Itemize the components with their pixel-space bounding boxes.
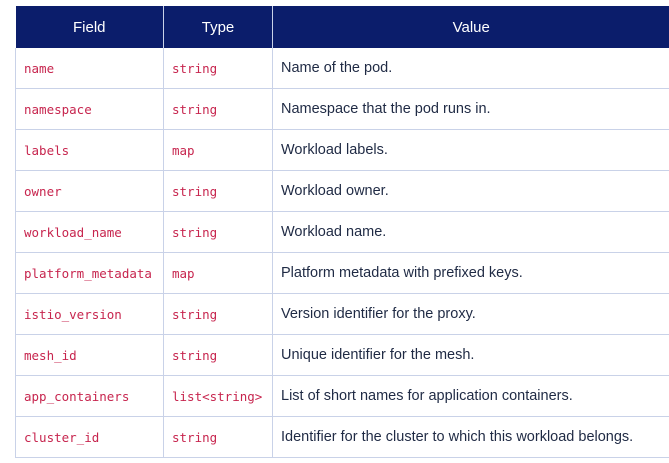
table-row <box>16 335 669 376</box>
value-cell: Workload labels. <box>273 130 669 171</box>
type-cell: string <box>164 212 273 253</box>
value-cell: Unique identifier for the mesh. <box>273 335 669 376</box>
type-cell: list<string> <box>164 376 273 417</box>
table-row <box>16 253 669 294</box>
field-cell: istio_version <box>16 294 164 335</box>
type-cell: string <box>164 335 273 376</box>
value-cell: Namespace that the pod runs in. <box>273 89 669 130</box>
table-row <box>16 171 669 212</box>
field-cell: name <box>16 48 164 89</box>
field-cell: cluster_id <box>16 417 164 458</box>
table-row <box>16 130 669 171</box>
table-row <box>16 48 669 89</box>
field-cell: namespace <box>16 89 164 130</box>
field-cell: app_containers <box>16 376 164 417</box>
value-cell: Platform metadata with prefixed keys. <box>273 253 669 294</box>
type-cell: string <box>164 171 273 212</box>
header-value: Value <box>273 6 669 48</box>
field-cell: owner <box>16 171 164 212</box>
value-cell: Version identifier for the proxy. <box>273 294 669 335</box>
type-cell: map <box>164 253 273 294</box>
type-cell: map <box>164 130 273 171</box>
type-cell: string <box>164 89 273 130</box>
field-cell: workload_name <box>16 212 164 253</box>
table-row <box>16 294 669 335</box>
type-cell: string <box>164 48 273 89</box>
table-row <box>16 212 669 253</box>
value-cell: Name of the pod. <box>273 48 669 89</box>
attributes-table <box>15 6 669 458</box>
field-cell: platform_metadata <box>16 253 164 294</box>
table-row <box>16 89 669 130</box>
table-row <box>16 376 669 417</box>
table-header-row <box>16 6 669 48</box>
type-cell: string <box>164 294 273 335</box>
type-cell: string <box>164 417 273 458</box>
value-cell: Identifier for the cluster to which this workload belongs. <box>273 417 669 458</box>
attributes-table-container <box>15 6 669 458</box>
value-cell: Workload name. <box>273 212 669 253</box>
table-row <box>16 417 669 458</box>
header-type: Type <box>164 6 273 48</box>
field-cell: labels <box>16 130 164 171</box>
value-cell: List of short names for application containers. <box>273 376 669 417</box>
field-cell: mesh_id <box>16 335 164 376</box>
value-cell: Workload owner. <box>273 171 669 212</box>
header-field: Field <box>16 6 164 48</box>
